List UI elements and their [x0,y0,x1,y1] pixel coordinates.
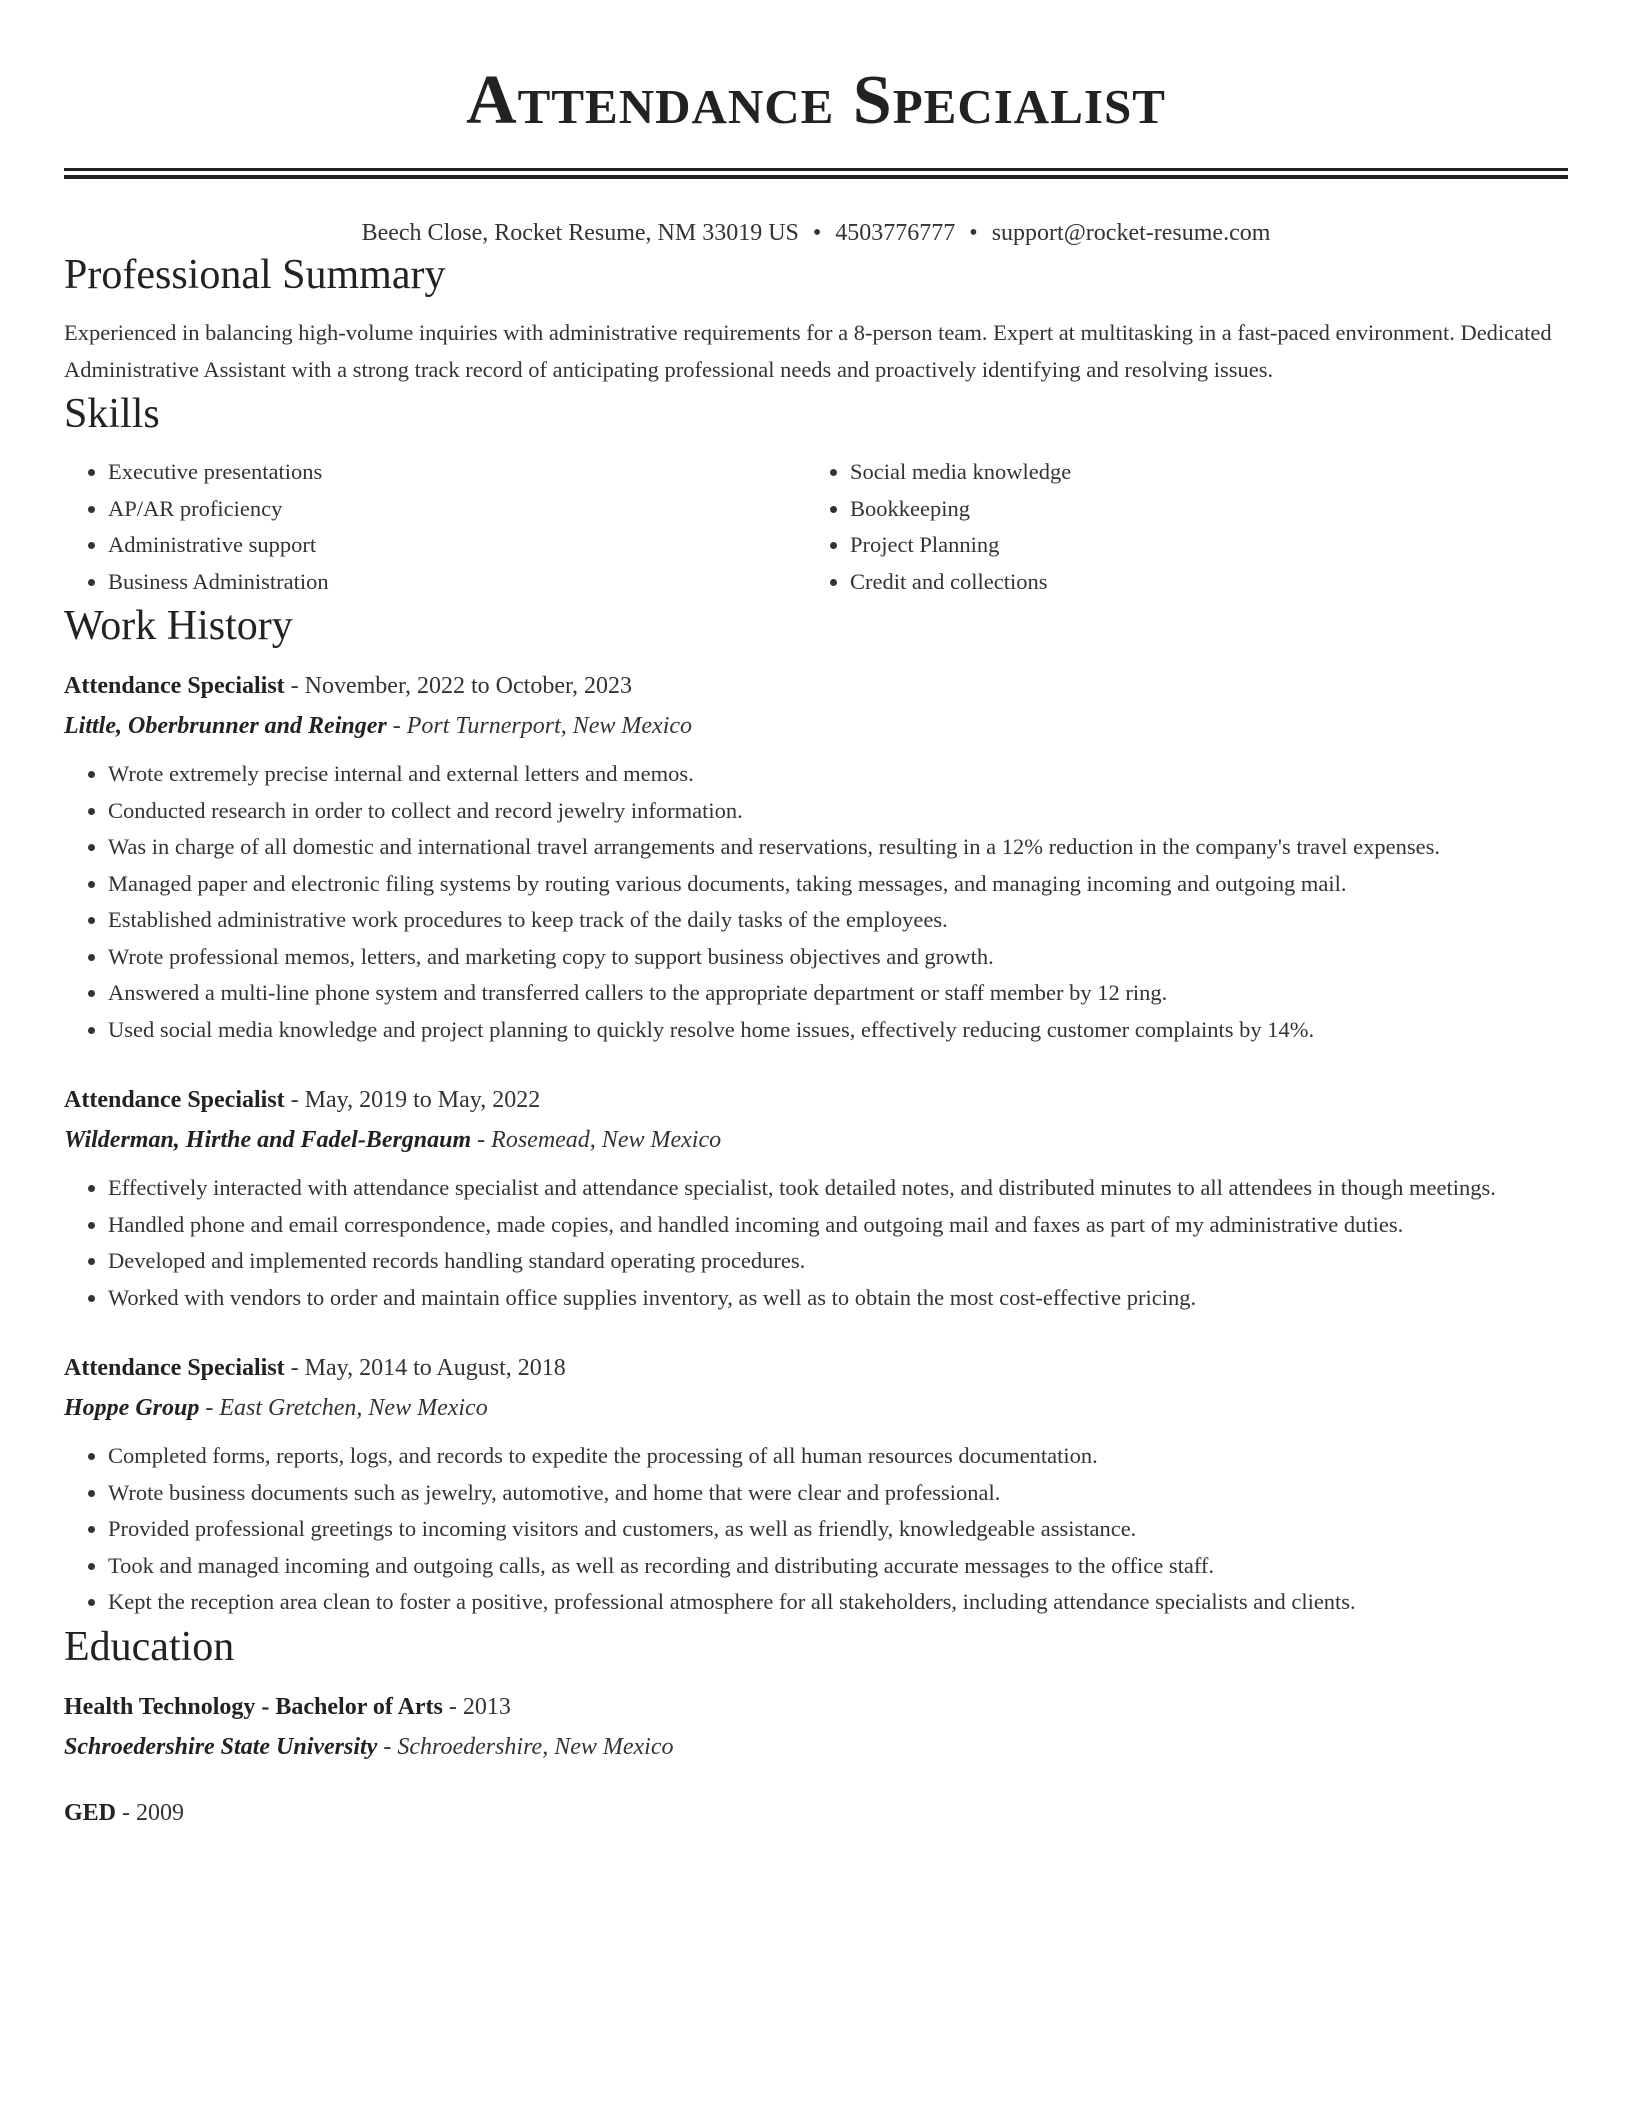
skills-heading: Skills [64,391,160,437]
job-bullet: • Provided professional greetings to incoming visitors and customers, as well as friendly, knowledgeable assistance. [108,1511,1568,1548]
job-bullets [64,1170,1568,1316]
job-bullets [64,756,1568,1048]
skill-item: • Credit and collections [850,564,1548,601]
job-company: Hoppe Group [64,1395,200,1421]
contact-phone: 4503776777 [835,220,956,246]
skill-item: • Executive presentations [108,454,806,491]
job-entry [64,1348,1568,1621]
education-degree-line: GED - 2009 [64,1799,185,1826]
job-bullet: • Effectively interacted with attendance specialist and attendance specialist, took detailed notes, and distributed minutes to all attendees in though meetings. [108,1170,1568,1207]
education-degree: GED [64,1799,117,1826]
job-bullet: • Wrote professional memos, letters, and marketing copy to support business objectives and growth. [108,939,1568,976]
job-bullet: • Answered a multi-line phone system and transferred callers to the appropriate department or staff member by 12 ring. [108,975,1568,1012]
job-company-line: Little, Oberbrunner and Reinger - Port Turnerport, New Mexico [64,713,693,739]
job-bullet: • Handled phone and email correspondence, made copies, and handled incoming and outgoing mail and faxes as part of my administrative duties. [108,1207,1568,1244]
skills-right-list [806,454,1548,600]
job-bullet: • Used social media knowledge and project planning to quickly resolve home issues, effectively reducing customer complaints by 14%. [108,1012,1568,1049]
skills-left-list [64,454,806,600]
summary-heading: Professional Summary [64,252,446,298]
job-bullet: • Wrote business documents such as jewelry, automotive, and home that were clear and professional. [108,1475,1568,1512]
job-bullets [64,1438,1568,1621]
job-dates: May, 2014 to August, 2018 [304,1355,566,1381]
contact-line [64,217,1568,249]
job-bullet: • Developed and implemented records handling standard operating procedures. [108,1243,1568,1280]
summary-text: Experienced in balancing high-volume inquiries with administrative requirements for a 8-person team. Expert at multitasking in a fast-paced environment. Dedicated Administrative Assistant with a strong track record of anticipating professional needs and proactively identifying and resolving issues. [64,320,1552,382]
job-title: Attendance Specialist [64,673,285,699]
job-dates: May, 2019 to May, 2022 [304,1087,541,1113]
header-double-rule [64,168,1568,179]
job-entry [64,666,1568,1048]
job-location: East Gretchen, New Mexico [219,1395,488,1421]
job-title-line: Attendance Specialist - November, 2022 to October, 2023 [64,673,632,699]
job-bullet: • Was in charge of all domestic and international travel arrangements and reservations, resulting in a 12% reduction in the company's travel expenses. [108,829,1568,866]
job-title-line: Attendance Specialist - May, 2014 to August, 2018 [64,1355,566,1381]
job-location: Rosemead, New Mexico [491,1127,722,1153]
job-entry [64,1080,1568,1316]
job-bullet: • Worked with vendors to order and maintain office supplies inventory, as well as to obtain the most cost-effective pricing. [108,1280,1568,1317]
job-bullet: • Took and managed incoming and outgoing calls, as well as recording and distributing accurate messages to the office staff. [108,1548,1568,1585]
work-heading: Work History [64,603,293,649]
education-location: Schroedershire, New Mexico [397,1733,674,1760]
resume-name: Attendance Specialist [466,62,1166,139]
skill-item: • Project Planning [850,527,1548,564]
job-company: Wilderman, Hirthe and Fadel-Bergnaum [64,1127,472,1153]
job-bullet: • Conducted research in order to collect and record jewelry information. [108,793,1568,830]
job-bullet: • Managed paper and electronic filing systems by routing various documents, taking messages, and managing incoming and outgoing mail. [108,866,1568,903]
education-entry [64,1793,1568,1833]
job-bullet: • Established administrative work procedures to keep track of the daily tasks of the employees. [108,902,1568,939]
job-dates: November, 2022 to October, 2023 [304,673,632,699]
job-company: Little, Oberbrunner and Reinger [64,713,387,739]
education-school: Schroedershire State University [64,1733,378,1760]
education-year: 2013 [462,1693,511,1720]
skill-item: • Bookkeeping [850,491,1548,528]
education-year: 2009 [136,1799,185,1826]
job-bullet: • Kept the reception area clean to foster a positive, professional atmosphere for all stakeholders, including attendance specialists and clients. [108,1584,1568,1621]
contact-separator: • [969,220,978,246]
job-location: Port Turnerport, New Mexico [406,713,693,739]
job-title: Attendance Specialist [64,1087,285,1113]
skill-item: • Business Administration [108,564,806,601]
education-heading: Education [64,1623,235,1670]
job-bullet: • Completed forms, reports, logs, and records to expedite the processing of all human resources documentation. [108,1438,1568,1475]
skills-columns [64,454,1568,600]
skill-item: • Administrative support [108,527,806,564]
contact-separator: • [812,220,822,246]
education-school-line: Schroedershire State University - Schroedershire, New Mexico [64,1733,674,1760]
education-entry [64,1687,1568,1767]
education-degree-line: Health Technology - Bachelor of Arts - 2013 [64,1693,511,1720]
job-company-line: Wilderman, Hirthe and Fadel-Bergnaum - Rosemead, New Mexico [64,1127,722,1153]
skill-item: • AP/AR proficiency [108,491,806,528]
job-bullet: • Wrote extremely precise internal and external letters and memos. [108,756,1568,793]
job-company-line: Hoppe Group - East Gretchen, New Mexico [64,1395,488,1421]
contact-email: support@rocket-resume.com [991,220,1271,246]
contact-address: Beech Close, Rocket Resume, NM 33019 US [361,220,799,246]
job-title: Attendance Specialist [64,1355,285,1381]
education-degree: Health Technology - Bachelor of Arts [64,1693,443,1720]
job-title-line: Attendance Specialist - May, 2019 to May, 2022 [64,1087,541,1113]
skill-item: • Social media knowledge [850,454,1548,491]
